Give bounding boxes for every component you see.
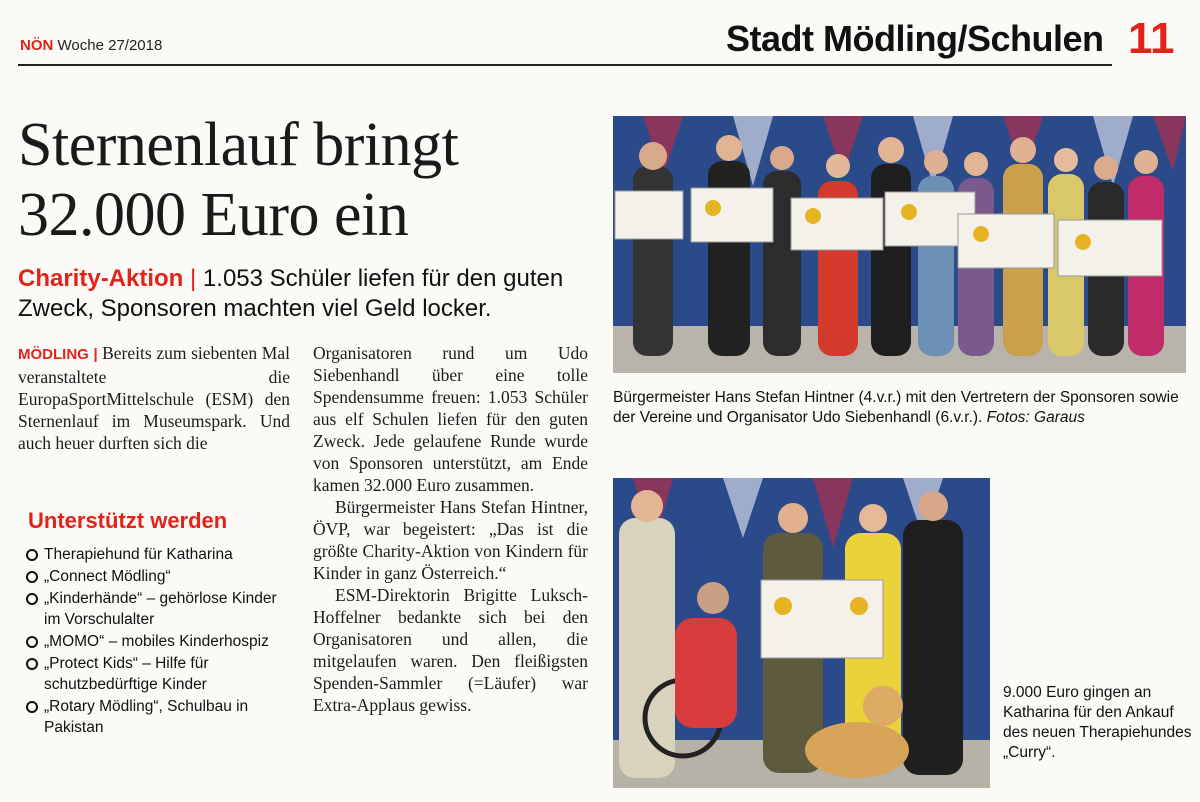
list-item: „Rotary Mödling“, Schulbau in Pakistan	[18, 696, 290, 738]
therapy-dog-photo	[613, 478, 990, 788]
photo-caption-2: 9.000 Euro gingen an Katharina für den Ankauf des neuen Therapiehundes „Curry“.	[1003, 684, 1192, 761]
body-column-1	[18, 342, 290, 454]
kicker: Charity-Aktion	[18, 265, 184, 292]
headline	[18, 110, 598, 250]
bullet-icon	[26, 549, 38, 561]
supported-box	[18, 500, 290, 788]
body-paragraph-3: ESM-Direktorin Brigitte Luksch-Hoffelner bedankte sich bei den Organisatoren und allen, die mitgelaufen waren. Den fleißigsten Spenden-Sammler (=Läufer) war Extra-Applaus gewiss.	[313, 585, 588, 715]
masthead	[20, 37, 162, 54]
photo-caption-1	[613, 388, 1188, 428]
bullet-icon	[26, 571, 38, 583]
lead-text: 1.053 Schüler liefen für den guten Zweck, Sponsoren machten viel Geld locker.	[18, 265, 564, 322]
bullet-icon	[26, 593, 38, 605]
list-item: „Connect Mödling“	[18, 566, 290, 587]
kicker-divider: |	[190, 265, 203, 292]
headline-line-2: 32.000 Euro ein	[18, 181, 409, 249]
therapy-dog-photo-image	[613, 478, 990, 788]
headline-line-1: Sternenlauf bringt	[18, 111, 459, 179]
issue-label: Woche 27/2018	[57, 37, 163, 54]
header-rule	[18, 64, 1112, 66]
bullet-icon	[26, 658, 38, 670]
list-item: „Protect Kids“ – Hilfe für schutzbedürftige Kinder	[18, 653, 290, 695]
group-photo	[613, 116, 1186, 373]
caption-text-1: Bürgermeister Hans Stefan Hintner (4.v.r.) mit den Vertretern der Sponsoren sowie der Vereine und Organisator Udo Siebenhandl (6.v.r.).	[613, 389, 1179, 426]
body-paragraph-1: Organisatoren rund um Udo Siebenhandl über eine tolle Spendensumme freuen: 1.053 Schüler aus elf Schulen liefen für den guten Zweck. Jede gelaufene Runde wurde von Sponsoren unterstützt, am Ende kamen 32.000 Euro zusammen.	[313, 343, 588, 495]
section-title: Stadt Mödling/Schulen	[726, 18, 1104, 59]
body-text-1: Bereits zum siebenten Mal veranstaltete die EuropaSportMittelschule (ESM) den Sternenlauf im Museumspark. Und auch heuer durften sich die	[18, 343, 290, 453]
bullet-icon	[26, 636, 38, 648]
list-item: „MOMO“ – mobiles Kinderhospiz	[18, 631, 290, 652]
group-photo-image	[613, 116, 1186, 373]
box-title: Unterstützt werden	[28, 508, 228, 533]
list-item: „Kinderhände“ – gehörlose Kinder im Vorschulalter	[18, 588, 290, 630]
body-paragraph-2: Bürgermeister Hans Stefan Hintner, ÖVP, war begeistert: „Das ist die größte Charity-Aktion von Kindern für Kinder in ganz Österreich.“	[313, 497, 588, 583]
photo-credit: Fotos: Garaus	[986, 409, 1085, 426]
brand-logo: NÖN	[20, 37, 54, 54]
dateline-divider: |	[93, 346, 103, 363]
page-number: 11	[1128, 14, 1175, 63]
bullet-icon	[26, 701, 38, 713]
lead-paragraph	[18, 264, 593, 324]
dateline: MÖDLING	[18, 346, 89, 363]
list-item: Therapiehund für Katharina	[18, 544, 290, 565]
body-column-2	[313, 342, 588, 716]
